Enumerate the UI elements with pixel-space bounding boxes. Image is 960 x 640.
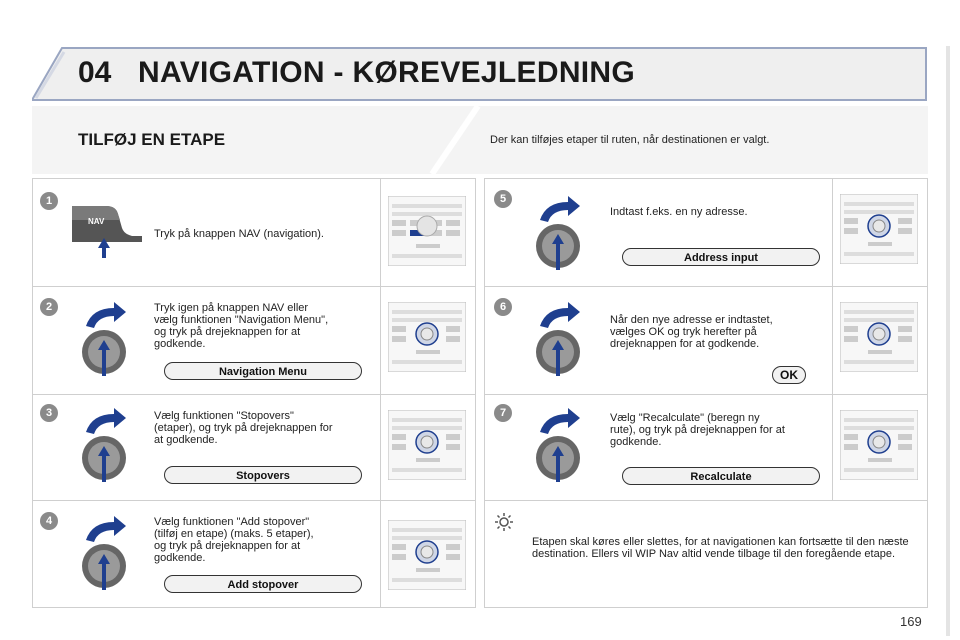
divider [33, 500, 475, 501]
rotary-knob-icon [532, 404, 592, 486]
navigation-menu-pill: Navigation Menu [164, 362, 362, 380]
rotary-knob-icon [532, 192, 592, 274]
step-text: Når den nye adresse er indtastet, vælges OK og tryk herefter på drejeknappen for at godkende. [610, 314, 773, 350]
tip-text: Etapen skal køres eller slettes, for at navigationen kan fortsætte til den næste destination. Ellers vil WIP Nav altid vende tilbage til den foregående etape. [532, 536, 909, 560]
add-stopover-pill: Add stopover [164, 575, 362, 593]
rotary-knob-icon [532, 298, 592, 380]
step-text: Vælg funktionen "Stopovers" (etaper), og tryk på drejeknappen for at godkende. [154, 410, 333, 446]
sun-icon [494, 512, 514, 532]
rotary-knob-icon [78, 512, 138, 594]
radio-panel-icon [840, 194, 918, 264]
divider [485, 500, 927, 501]
step-badge: 6 [494, 298, 512, 316]
divider [380, 179, 381, 607]
page-number: 169 [900, 614, 922, 629]
nav-button-icon [72, 198, 144, 260]
chapter-title: NAVIGATION - KØREVEJLEDNING [138, 56, 636, 89]
stopovers-pill: Stopovers [164, 466, 362, 484]
radio-panel-icon [388, 410, 466, 480]
divider [33, 286, 475, 287]
ok-pill: OK [772, 366, 806, 384]
divider [485, 286, 927, 287]
recalculate-pill: Recalculate [622, 467, 820, 485]
step-badge: 4 [40, 512, 58, 530]
step-text: Vælg funktionen "Add stopover" (tilføj en etape) (maks. 5 etaper), og tryk på drejeknappen for at godkende. [154, 516, 314, 564]
chapter-number: 04 [78, 56, 112, 89]
step-text: Tryk igen på knappen NAV eller vælg funktionen "Navigation Menu", og tryk på drejeknappen for at godkende. [154, 302, 329, 350]
step-badge: 2 [40, 298, 58, 316]
step-badge: 1 [40, 192, 58, 210]
address-input-pill: Address input [622, 248, 820, 266]
right-edge-rule [946, 46, 950, 636]
step-text: Indtast f.eks. en ny adresse. [610, 206, 748, 218]
step-text: Tryk på knappen NAV (navigation). [154, 228, 324, 240]
section-title: TILFØJ EN ETAPE [78, 130, 226, 149]
radio-panel-icon [388, 520, 466, 590]
rotary-knob-icon [78, 298, 138, 380]
divider [485, 394, 927, 395]
intro-text: Der kan tilføjes etaper til ruten, når destinationen er valgt. [490, 134, 770, 146]
step-badge: 7 [494, 404, 512, 422]
divider [33, 394, 475, 395]
step-badge: 5 [494, 190, 512, 208]
divider [832, 179, 833, 500]
radio-panel-icon [388, 196, 466, 266]
rotary-knob-icon [78, 404, 138, 486]
step-badge: 3 [40, 404, 58, 422]
step-text: Vælg "Recalculate" (beregn ny rute), og tryk på drejeknappen for at godkende. [610, 412, 785, 448]
radio-panel-icon [840, 410, 918, 480]
nav-button-label: NAV [88, 217, 105, 226]
radio-panel-icon [388, 302, 466, 372]
radio-panel-icon [840, 302, 918, 372]
